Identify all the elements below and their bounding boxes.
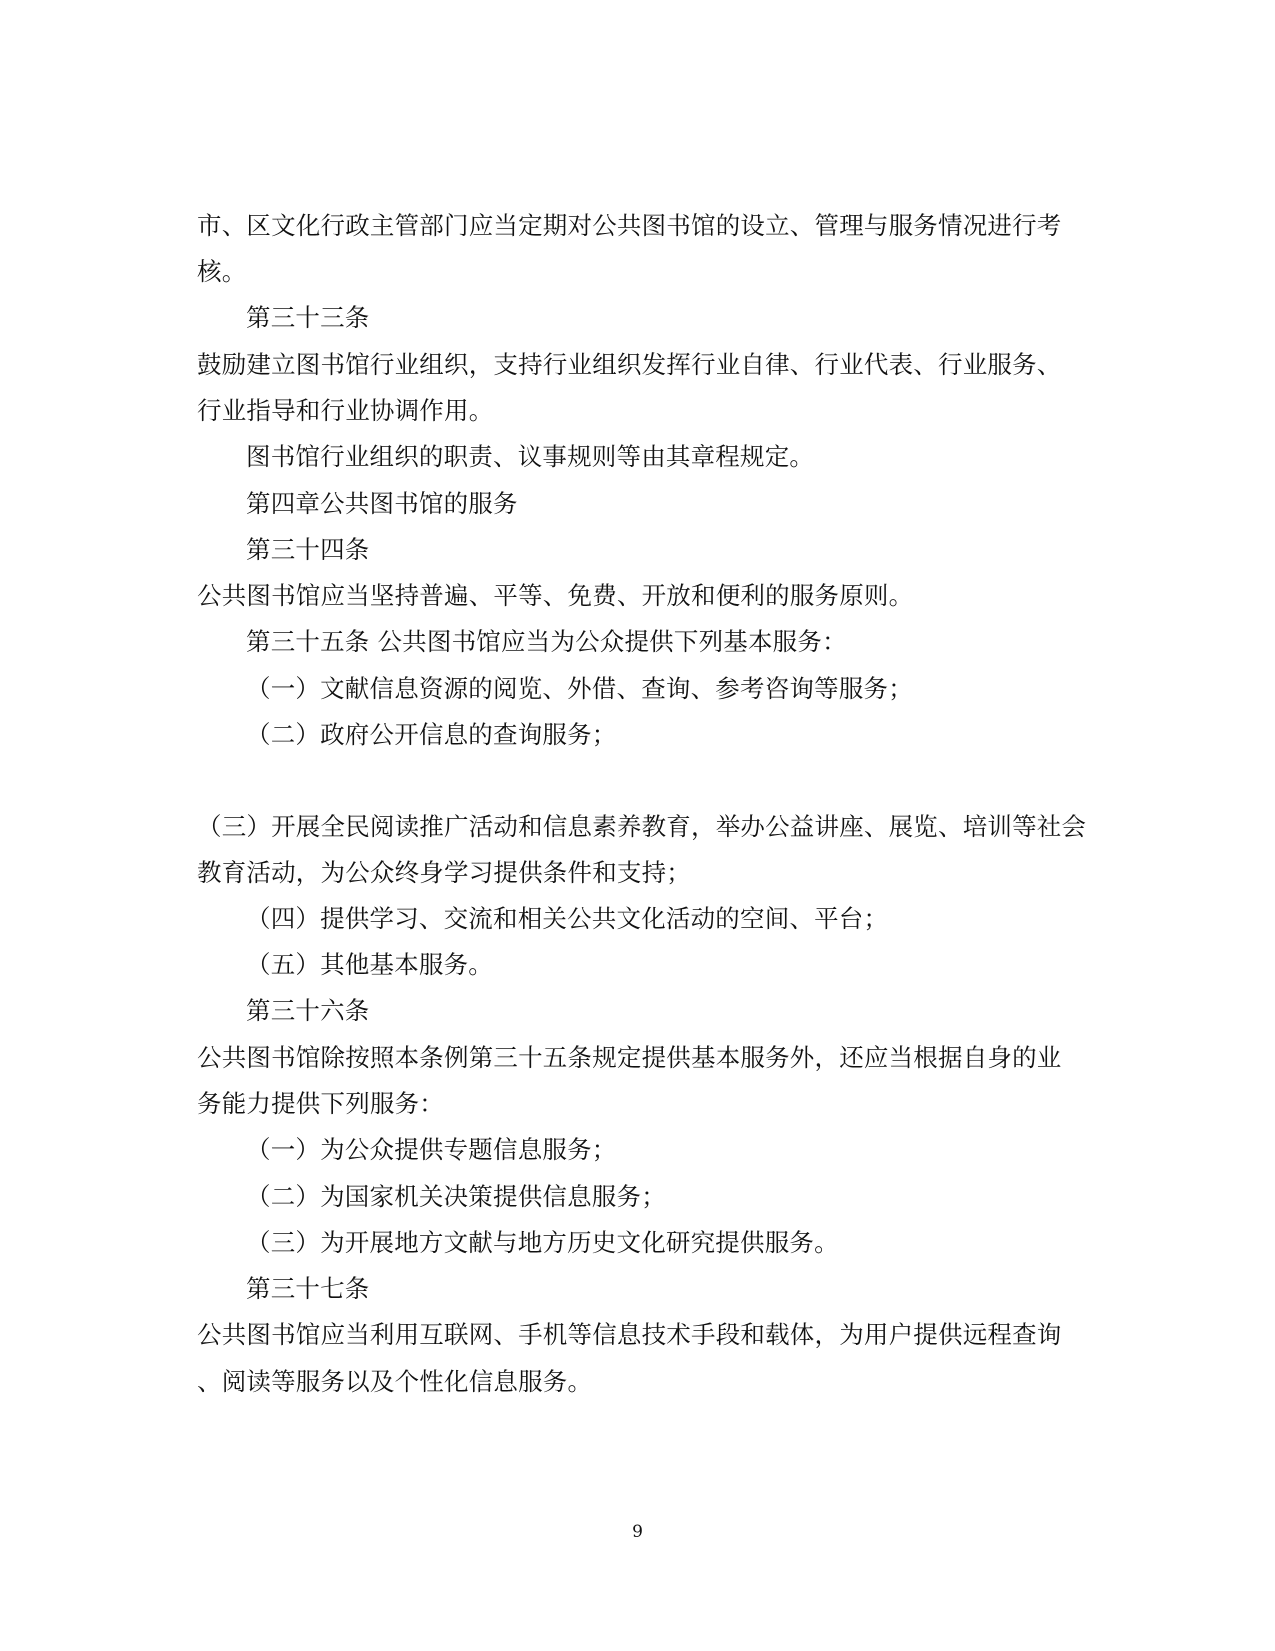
article-heading: 第三十七条 — [246, 1274, 370, 1303]
body-text-line: 公共图书馆除按照本条例第三十五条规定提供基本服务外，还应当根据自身的业 — [197, 1043, 1062, 1072]
article-heading: 第三十四条 — [246, 535, 370, 564]
list-item: （四）提供学习、交流和相关公共文化活动的空间、平台； — [246, 904, 889, 933]
body-text-line: 图书馆行业组织的职责、议事规则等由其章程规定。 — [246, 442, 815, 471]
body-text-line: 行业指导和行业协调作用。 — [197, 396, 494, 425]
list-item: （一）为公众提供专题信息服务； — [246, 1135, 617, 1164]
article-heading: 第三十三条 — [246, 303, 370, 332]
body-text-line: 鼓励建立图书馆行业组织，支持行业组织发挥行业自律、行业代表、行业服务、 — [197, 350, 1062, 379]
body-text-line: 公共图书馆应当利用互联网、手机等信息技术手段和载体，为用户提供远程查询 — [197, 1320, 1062, 1349]
list-item: （三）开展全民阅读推广活动和信息素养教育，举办公益讲座、展览、培训等社会 — [197, 812, 1087, 841]
list-item: （五）其他基本服务。 — [246, 950, 493, 979]
page-number: 9 — [632, 1522, 643, 1542]
body-text-line: 、阅读等服务以及个性化信息服务。 — [197, 1367, 593, 1396]
body-text-line: 教育活动，为公众终身学习提供条件和支持； — [197, 858, 691, 887]
body-text-line: 市、区文化行政主管部门应当定期对公共图书馆的设立、管理与服务情况进行考 — [197, 211, 1062, 240]
body-text-line: 公共图书馆应当坚持普遍、平等、免费、开放和便利的服务原则。 — [197, 581, 914, 610]
list-item: （三）为开展地方文献与地方历史文化研究提供服务。 — [246, 1228, 839, 1257]
chapter-heading: 第四章公共图书馆的服务 — [246, 489, 518, 518]
list-item: （二）为国家机关决策提供信息服务； — [246, 1182, 666, 1211]
list-item: （一）文献信息资源的阅览、外借、查询、参考咨询等服务； — [246, 674, 913, 703]
list-item: （二）政府公开信息的查询服务； — [246, 720, 617, 749]
body-text-line: 务能力提供下列服务： — [197, 1089, 444, 1118]
article-heading: 第三十六条 — [246, 996, 370, 1025]
article-heading: 第三十五条 公共图书馆应当为公众提供下列基本服务： — [246, 627, 847, 656]
body-text-line: 核。 — [197, 257, 247, 286]
